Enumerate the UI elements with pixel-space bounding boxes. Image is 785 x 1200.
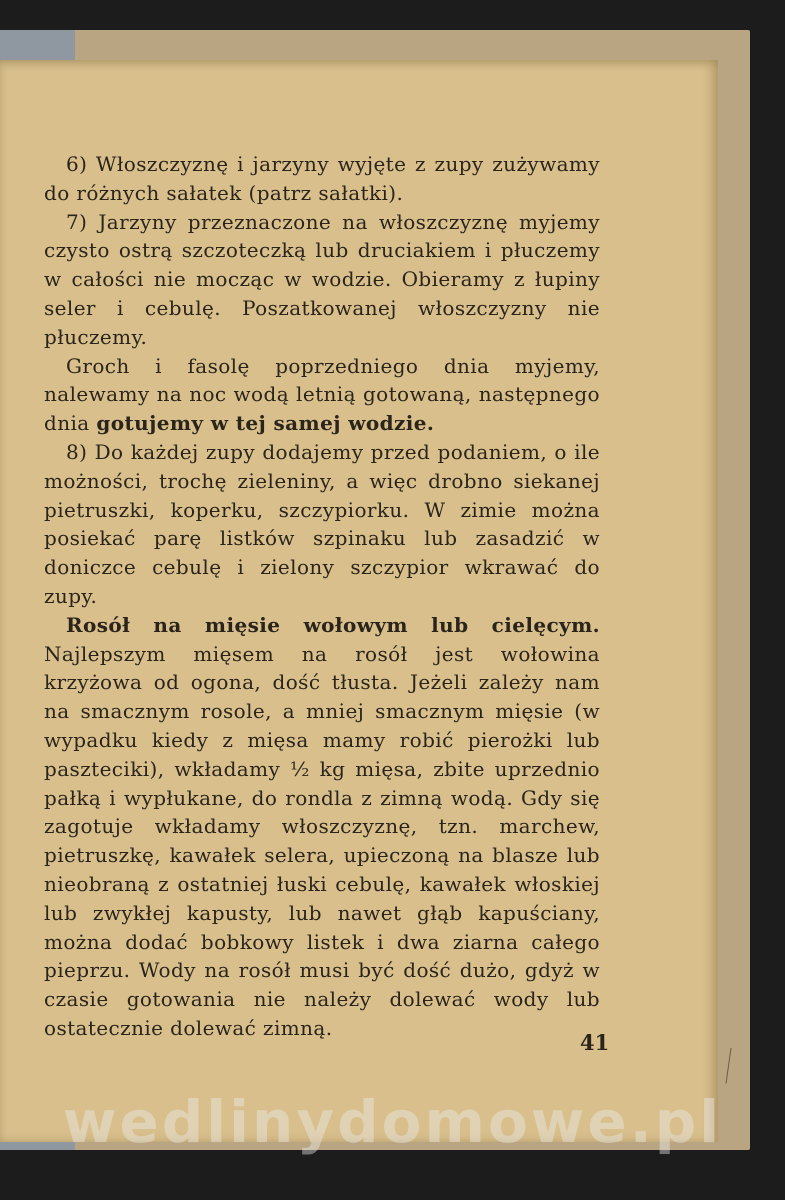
recipe-heading: Rosół na mięsie wołowym lub cielęcym. bbox=[66, 612, 600, 637]
paragraph-1 bbox=[44, 150, 600, 208]
paragraph-3-bold: gotujemy w tej samej wodzie. bbox=[96, 411, 435, 436]
paragraph-2-text: 7) Jarzyny przeznaczone na włoszczyznę myjemy czysto ostrą szczoteczką lub druciakiem i płuczemy w całości nie mocząc w wodzie. Obieramy z łupiny seler i cebulę. Poszatkowanej włoszczyzny nie płuczemy. bbox=[44, 209, 600, 349]
paragraph-3-text: Groch i fasolę poprzedniego dnia myjemy, nalewamy na noc wodą letnią gotowaną, następnego dnia bbox=[44, 353, 600, 436]
paragraph-3 bbox=[44, 352, 600, 438]
watermark: wedlinydomowe.pl bbox=[62, 1088, 723, 1156]
cover-edge-strip bbox=[0, 30, 75, 60]
paragraph-4 bbox=[44, 438, 600, 611]
paragraph-4-text: 8) Do każdej zupy dodajemy przed podaniem, o ile możności, trochę zieleniny, a więc drobno siekanej pietruszki, koperku, szczypiorku. W zimie można posiekać parę listków szpinaku lub zasadzić w doniczce cebulę i zielony szczypior wkrawać do zupy. bbox=[44, 439, 600, 608]
paragraph-2 bbox=[44, 208, 600, 352]
paragraph-5 bbox=[44, 611, 600, 1043]
paragraph-5-text: Najlepszym mięsem na rosół jest wołowina krzyżowa od ogona, dość tłusta. Jeżeli zależy nam na smacznym rosole, a mniej smacznym mięsie (w wypadku kiedy z mięsa mamy robić pierożki lub paszteciki), wkładamy ½ kg mięsa, zbite uprzednio pałką i wypłukane, do rondla z zimną wodą. Gdy się zagotuje wkładamy włoszczyznę, tzn. marchew, pietruszkę, kawałek selera, upieczoną na blasze lub nieobraną z ostatniej łuski cebulę, kawałek włoskiej lub zwykłej kapusty, lub nawet głąb kapuściany, można dodać bobkowy listek i dwa ziarna całego pieprzu. Wody na rosół musi być dość dużo, gdyż w czasie gotowania nie należy dolewać wody lub ostatecznie dolewać zimną. bbox=[44, 641, 600, 1040]
page-text bbox=[44, 150, 600, 1043]
page-number: 41 bbox=[580, 1030, 610, 1055]
paragraph-1-text: 6) Włoszczyznę i jarzyny wyjęte z zupy zużywamy do różnych sałatek (patrz sałatki). bbox=[44, 152, 600, 205]
